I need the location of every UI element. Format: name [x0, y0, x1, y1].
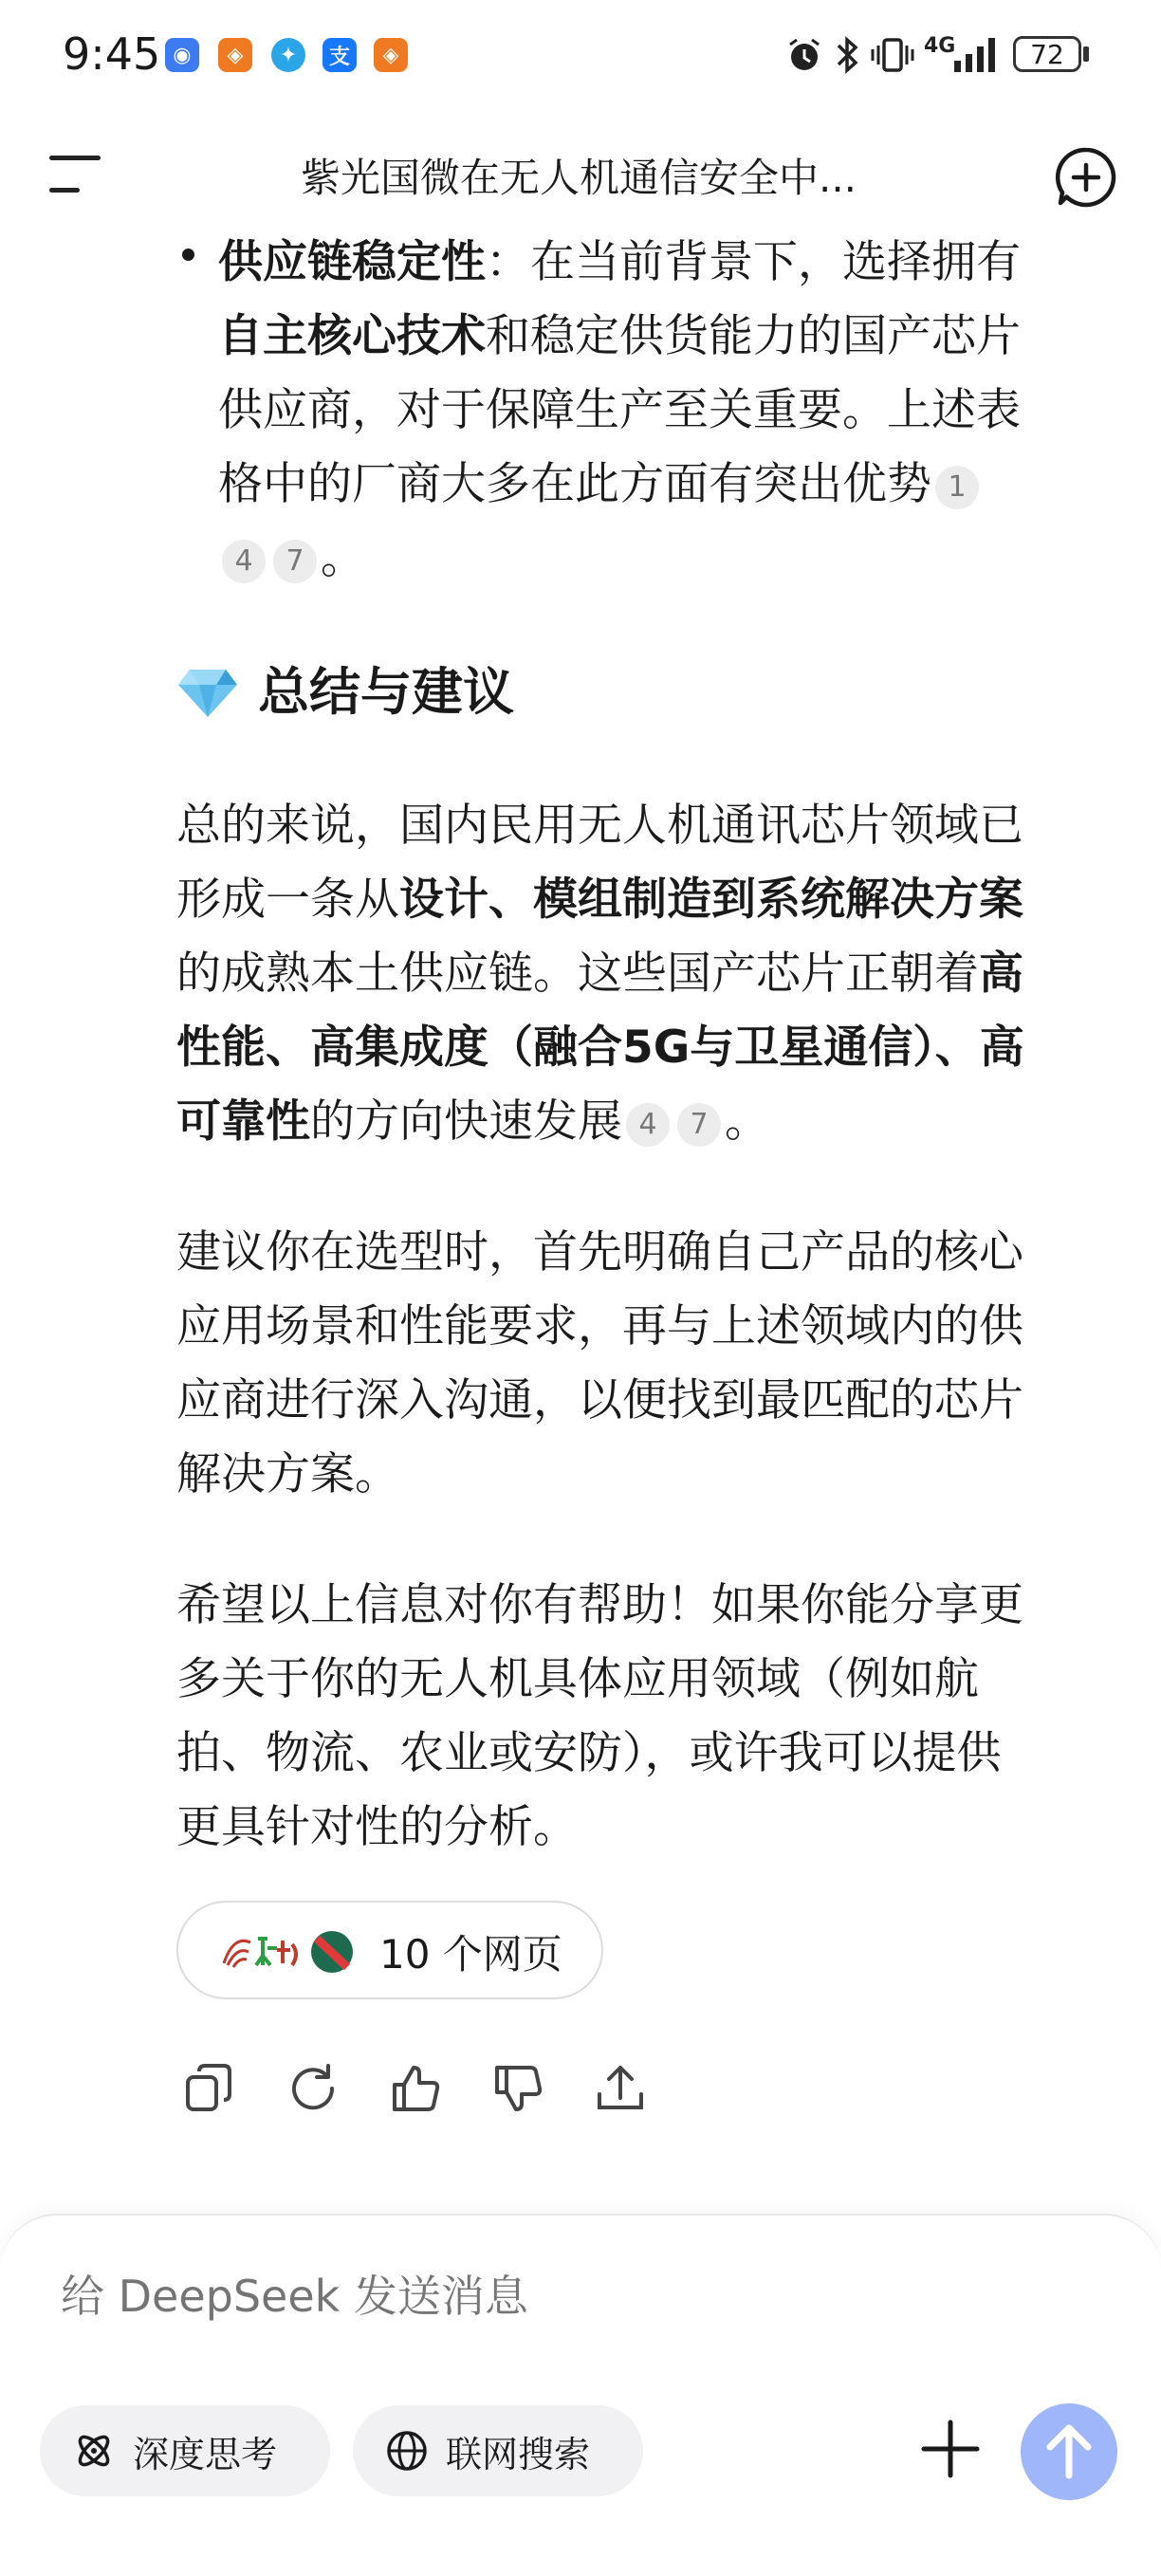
- advice-paragraph: [176, 1216, 1134, 1512]
- bullet-dot: [182, 248, 194, 261]
- citation-badge[interactable]: 4: [626, 1103, 670, 1147]
- citation-badge[interactable]: 7: [677, 1103, 721, 1147]
- alarm-icon: [785, 36, 823, 74]
- section-heading: 总结与建议: [258, 662, 514, 722]
- bold-text: 自主核心技术: [218, 310, 486, 362]
- vibrate-icon: [871, 36, 914, 74]
- sources-button[interactable]: [176, 1901, 603, 1999]
- para2-line: 应商进行深入沟通，以便找到最匹配的芯片: [176, 1374, 1023, 1426]
- para2-line: 建议你在选型时，首先明确自己产品的核心: [176, 1226, 1023, 1279]
- bullet-line-3: [218, 374, 1129, 448]
- attach-plus-button[interactable]: [918, 2417, 983, 2481]
- citation-badge[interactable]: 1: [935, 466, 979, 509]
- text: 。: [725, 1095, 769, 1148]
- alipay-icon: 支: [322, 38, 357, 72]
- app-icon-2: ◈: [218, 38, 252, 72]
- signal-icon: [952, 36, 1000, 74]
- globe-icon: [385, 2429, 429, 2473]
- text: 和稳定供货能力的国产芯片: [486, 310, 1021, 362]
- bold-text: 供应链稳定性: [218, 236, 486, 288]
- battery-indicator: [1013, 36, 1081, 72]
- deep-think-label: 深度思考: [133, 2433, 278, 2475]
- para1-line-1: 总的来说，国内民用无人机通讯芯片领域已: [176, 800, 1023, 852]
- send-button[interactable]: [1021, 2403, 1117, 2500]
- message-composer: [0, 2214, 1161, 2576]
- bullet-line-4: [218, 448, 1129, 522]
- para1-line-4: [176, 1011, 1134, 1085]
- network-type: 4G: [924, 34, 956, 58]
- deep-think-button[interactable]: [40, 2405, 330, 2496]
- atom-icon: [72, 2429, 116, 2473]
- citation-badge[interactable]: 7: [273, 540, 317, 583]
- app-icon-3: ✦: [271, 38, 305, 72]
- status-bar: [0, 0, 1161, 114]
- text: 供应商，对于保障生产至关重要。上述表: [218, 384, 1021, 436]
- menu-icon[interactable]: [49, 156, 101, 193]
- para3-line: 更具针对性的分析。: [176, 1801, 578, 1853]
- para2-line: 应用场景和性能要求，再与上述领域内的供: [176, 1300, 1023, 1352]
- battery-level: 72: [1030, 38, 1064, 70]
- text: 格中的厂商大多在此方面有突出优势: [218, 458, 931, 510]
- sources-label: 10 个网页: [379, 1931, 562, 1978]
- bluetooth-icon: [833, 34, 861, 76]
- bullet-line-2: [218, 300, 1129, 374]
- battery-nub: [1083, 46, 1089, 62]
- regenerate-icon[interactable]: [285, 2060, 341, 2117]
- bold-text: 性能、高集成度（融合5G与卫星通信）、高: [176, 1021, 1024, 1074]
- gem-icon: [176, 664, 239, 721]
- new-chat-icon[interactable]: [1053, 144, 1119, 211]
- app-icon-5: ◈: [374, 38, 408, 72]
- text: 。: [321, 532, 365, 584]
- thumbs-up-icon[interactable]: [387, 2060, 444, 2117]
- bold-text: 高: [979, 948, 1023, 1000]
- bullet-line-5: [218, 522, 1129, 596]
- copy-icon[interactable]: [180, 2060, 237, 2117]
- thumbs-down-icon[interactable]: [489, 2060, 546, 2117]
- para3-line: 希望以上信息对你有帮助！如果你能分享更: [176, 1579, 1023, 1631]
- bold-text: 设计、模组制造到系统解决方案: [399, 874, 1023, 926]
- text: 形成一条从: [176, 874, 399, 926]
- citation-badge[interactable]: 4: [222, 540, 266, 583]
- para2-line: 解决方案。: [176, 1448, 399, 1500]
- bold-text: 可靠性: [176, 1095, 310, 1148]
- arrow-up-icon: [1021, 2403, 1117, 2500]
- bullet-supply-chain: [218, 226, 1129, 596]
- para1-line-5: [176, 1085, 1134, 1159]
- text: 的方向快速发展: [310, 1095, 622, 1148]
- status-time: 9:45: [63, 28, 161, 80]
- para3-line: 多关于你的无人机具体应用领域（例如航: [176, 1653, 979, 1705]
- para1-line-3: [176, 937, 1134, 1011]
- para1-line-2: [176, 863, 1134, 937]
- web-search-button[interactable]: [353, 2405, 643, 2496]
- summary-paragraph: [176, 789, 1134, 1159]
- message-input[interactable]: [61, 2271, 914, 2322]
- bullet-line-1: [218, 226, 1129, 300]
- web-search-label: 联网搜索: [446, 2433, 591, 2475]
- para3-line: 拍、物流、农业或安防），或许我可以提供: [176, 1727, 1002, 1779]
- app-icon-1: ◉: [165, 38, 199, 72]
- closing-paragraph: [176, 1569, 1134, 1865]
- page-title: 紫光国微在无人机通信安全中...: [300, 155, 857, 201]
- text: ：在当前背景下，选择拥有: [486, 236, 1021, 288]
- source-favicons-icon: [220, 1927, 362, 1977]
- share-icon[interactable]: [592, 2060, 649, 2117]
- text: 的成熟本土供应链。这些国产芯片正朝着: [176, 948, 979, 1000]
